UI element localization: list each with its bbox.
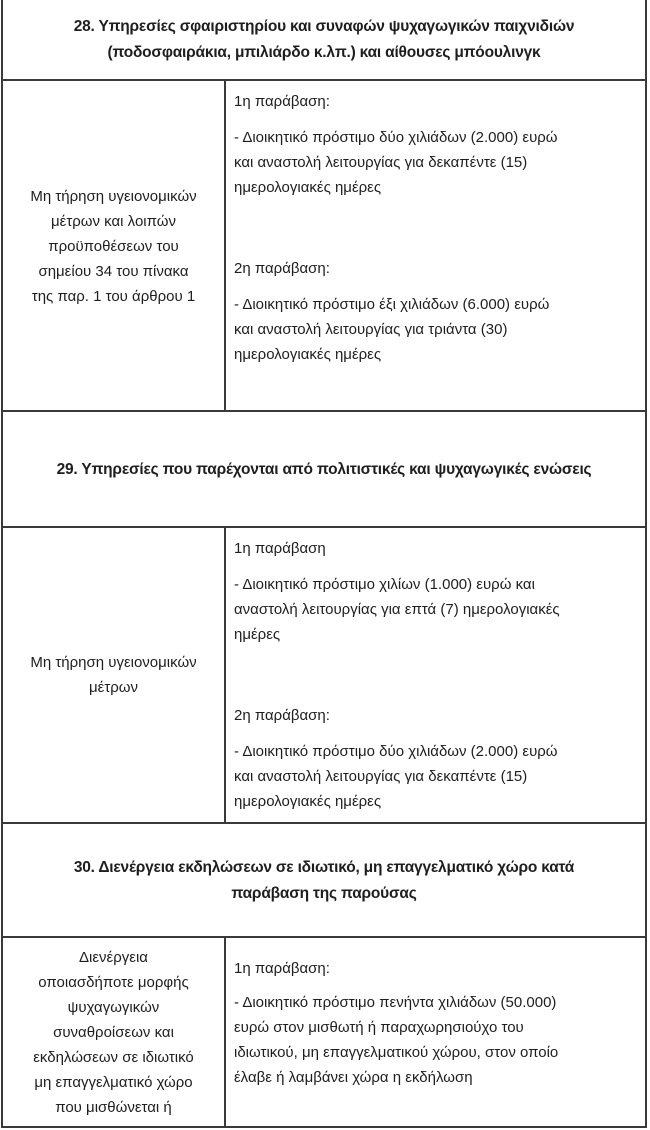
section-29-penalties — [226, 528, 645, 822]
section-30-header-line: 30. Διενέργεια εκδηλώσεων σε ιδιωτικό, μη επαγγελματικό χώρο κατά — [73, 858, 575, 876]
section-28-penalties — [226, 81, 645, 411]
section-28-header — [3, 0, 645, 80]
penalty-text — [234, 125, 639, 200]
penalties-table — [1, 0, 647, 1128]
penalty-line: αναστολή λειτουργίας για επτά (7) ημερολογιακές — [234, 601, 560, 618]
penalty-line: ημερολογιακές ημέρες — [234, 179, 382, 196]
violation-line: που μισθώνεται ή — [55, 1098, 172, 1116]
penalty-line: ημερολογιακές ημέρες — [234, 346, 382, 363]
violation-line: σημείου 34 του πίνακα — [38, 262, 189, 280]
penalty-line: και αναστολή λειτουργίας για δεκαπέντε (15) — [234, 768, 528, 785]
penalty-line: - Διοικητικό πρόστιμο χιλίων (1.000) ευρώ και — [234, 576, 535, 593]
penalty-label: 1η παράβαση: — [234, 960, 330, 977]
section-28-header-line: 28. Υπηρεσίες σφαιριστηρίου και συναφών ψυχαγωγικών παιχνιδιών — [73, 18, 575, 35]
violation-line: μέτρων και λοιπών — [51, 212, 176, 230]
violation-line: Διενέργεια — [79, 948, 148, 966]
violation-line: μέτρων — [88, 679, 138, 696]
section-30-penalties — [226, 938, 645, 1126]
penalty-label: 2η παράβαση: — [234, 707, 330, 724]
penalty-line: - Διοικητικό πρόστιμο πενήντα χιλιάδων (50.000) — [234, 994, 557, 1011]
section-29-header-text: 29. Υπηρεσίες που παρέχονται από πολιτιστικές και ψυχαγωγικές ενώσεις — [56, 460, 592, 478]
penalty-line: και αναστολή λειτουργίας για δεκαπέντε (15) — [234, 154, 528, 171]
penalty-line: ημέρες — [234, 626, 281, 643]
penalty-line: - Διοικητικό πρόστιμο δύο χιλιάδων (2.000) ευρώ — [234, 129, 558, 146]
violation-line: Μη τήρηση υγειονομικών — [30, 187, 197, 205]
penalty-text — [234, 292, 639, 367]
section-29-violation — [3, 528, 224, 822]
section-30-header — [3, 824, 645, 937]
violation-line: Μη τήρηση υγειονομικών — [30, 654, 197, 671]
violation-line: οποιασδήποτε μορφής — [38, 973, 189, 991]
penalty-label: 1η παράβαση: — [234, 93, 330, 110]
violation-line: προϋποθέσεων του — [48, 237, 179, 255]
penalty-line: και αναστολή λειτουργίας για τριάντα (30) — [234, 321, 508, 338]
penalty-line: - Διοικητικό πρόστιμο δύο χιλιάδων (2.000) ευρώ — [234, 743, 558, 760]
penalty-text — [234, 739, 639, 814]
penalty-line: ημερολογιακές ημέρες — [234, 793, 382, 810]
penalty-label: 1η παράβαση — [234, 540, 326, 557]
violation-line: ψυχαγωγικών — [67, 998, 160, 1016]
section-30-header-line: παράβαση της παρούσας — [231, 884, 417, 902]
section-30-violation — [3, 938, 224, 1126]
penalty-text — [234, 990, 639, 1090]
violation-line: συναθροίσεων και — [53, 1023, 174, 1041]
penalty-label: 2η παράβαση: — [234, 260, 330, 277]
penalty-text — [234, 572, 639, 647]
section-28-header-line: (ποδοσφαιράκια, μπιλιάρδο κ.λπ.) και αίθουσες μπόουλινγκ — [107, 44, 541, 61]
violation-line: της παρ. 1 του άρθρου 1 — [31, 287, 196, 305]
penalty-line: έλαβε ή λαμβάνει χώρα η εκδήλωση — [234, 1069, 473, 1086]
violation-line: εκδηλώσεων σε ιδιωτικό — [33, 1048, 194, 1066]
penalty-line: ευρώ στον μισθωτή ή παραχωρησιούχο του — [234, 1019, 524, 1036]
section-28-violation — [3, 81, 224, 411]
violation-line: μη επαγγελματικό χώρο — [34, 1073, 193, 1091]
penalty-line: - Διοικητικό πρόστιμο έξι χιλιάδων (6.000) ευρώ — [234, 296, 550, 313]
penalty-line: ιδιωτικού, μη επαγγελματικού χώρου, στον οποίο — [234, 1044, 559, 1061]
section-29-header — [3, 412, 645, 527]
